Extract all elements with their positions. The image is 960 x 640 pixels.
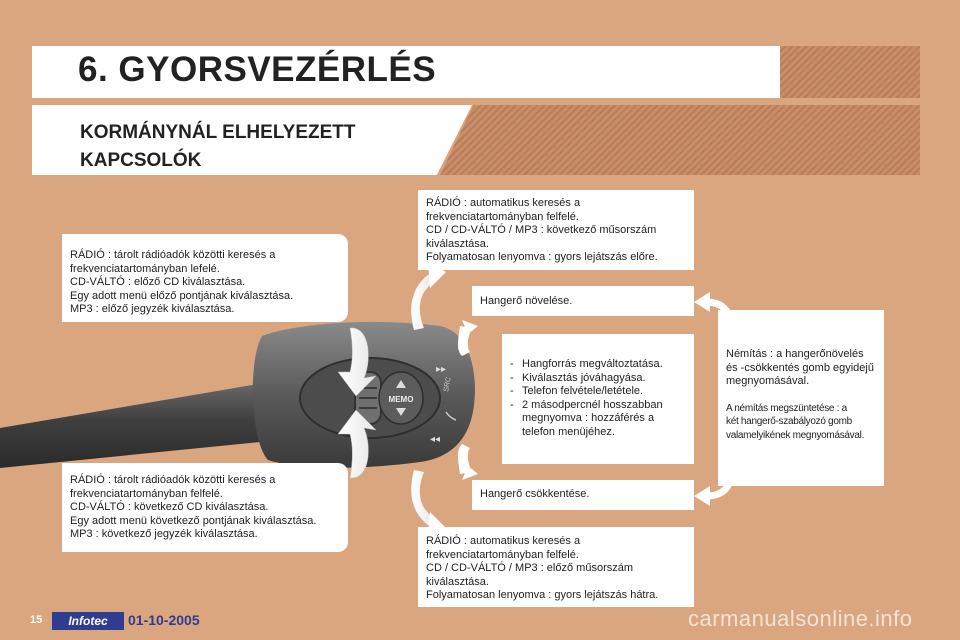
page-number: 15 [30, 614, 43, 626]
text-line: CD / CD-VÁLTÓ / MP3 : következő műsorszám [426, 224, 657, 236]
source-function-list [510, 358, 686, 439]
box-seek-preset-down [62, 234, 348, 322]
text-line: RÁDIÓ : automatikus keresés a [426, 535, 581, 547]
text-line: frekvenciatartományban lefelé. [70, 262, 220, 275]
box-source-select [502, 334, 694, 464]
text-line: CD-VÁLTÓ : előző CD kiválasztása. [70, 276, 246, 288]
text-line: kiválasztása. [426, 237, 489, 250]
src-label: SRC [443, 376, 453, 393]
mute-arrow-bottom-head [694, 486, 710, 506]
text-line: Folyamatosan lenyomva : gyors lejátszás hátra. [426, 589, 659, 601]
box-volume-up [472, 286, 694, 316]
subtitle-line-1: KORMÁNYNÁL ELHELYEZETT [80, 122, 356, 143]
box-volume-down [472, 480, 694, 510]
text-line: valamelyikének megnyomásával. [726, 429, 865, 441]
memo-label: MEMO [388, 395, 414, 404]
fast-forward-icon: ▸▸ [436, 364, 447, 375]
list-item: - Kiválasztás jóváhagyása. [510, 372, 686, 386]
box-auto-seek-up [418, 190, 694, 270]
text-line: Hangerő csökkentése. [480, 488, 590, 500]
list-item: - Hangforrás megváltoztatása. [510, 358, 686, 372]
text-line: A némítás megszüntetése : a [726, 402, 847, 414]
text-line: megnyomásával. [726, 375, 810, 387]
box-auto-seek-down [418, 527, 694, 607]
rewind-icon: ◂◂ [430, 434, 441, 445]
list-item: - Telefon felvétele/letétele. [510, 385, 686, 399]
text-line: Hangerő növelése. [480, 295, 573, 307]
mute-arrow-top-head [694, 292, 710, 312]
text-line: frekvenciatartományban felfelé. [426, 548, 579, 561]
text-line: és -csökkentés gomb egyidejű [726, 361, 874, 374]
text-line: RÁDIÓ : tárolt rádióadók közötti keresés a [70, 249, 276, 261]
box-seek-preset-up [62, 463, 348, 552]
page-title: 6. GYORSVEZÉRLÉS [78, 50, 437, 89]
text-line: MP3 : következő jegyzék kiválasztása. [70, 528, 258, 540]
text-line: RÁDIÓ : automatikus keresés a [426, 197, 581, 209]
text-line: két hangerő-szabályozó gomb [726, 416, 852, 427]
text-line: Egy adott menü következő pontjának kiválasztása. [70, 514, 317, 527]
text-line: kiválasztása. [426, 575, 489, 588]
text-line: MP3 : előző jegyzék kiválasztása. [70, 303, 235, 315]
text-line: frekvenciatartományban felfelé. [70, 487, 223, 500]
subtitle-line-2: KAPCSOLÓK [80, 150, 202, 171]
infotec-badge: Infotec [52, 612, 124, 630]
watermark: carmanualsonline.info [688, 606, 913, 631]
text-line: RÁDIÓ : tárolt rádióadók közötti keresés a [70, 474, 276, 486]
text-line: Egy adott menü előző pontjának kiválasztása. [70, 289, 294, 302]
text-line: Folyamatosan lenyomva : gyors lejátszás előre. [426, 251, 658, 263]
edition-date: 01-10-2005 [128, 612, 200, 628]
text-line: frekvenciatartományban felfelé. [426, 210, 579, 223]
box-mute [718, 310, 884, 486]
text-line: CD-VÁLTÓ : következő CD kiválasztása. [70, 501, 269, 513]
text-line: Némítás : a hangerőnövelés [726, 348, 864, 360]
list-item: - 2 másodpercnél hosszabban megnyomva : hozzáférés a telefon menüjéhez. [510, 399, 686, 440]
text-line: CD / CD-VÁLTÓ / MP3 : előző műsorszám [426, 562, 634, 574]
